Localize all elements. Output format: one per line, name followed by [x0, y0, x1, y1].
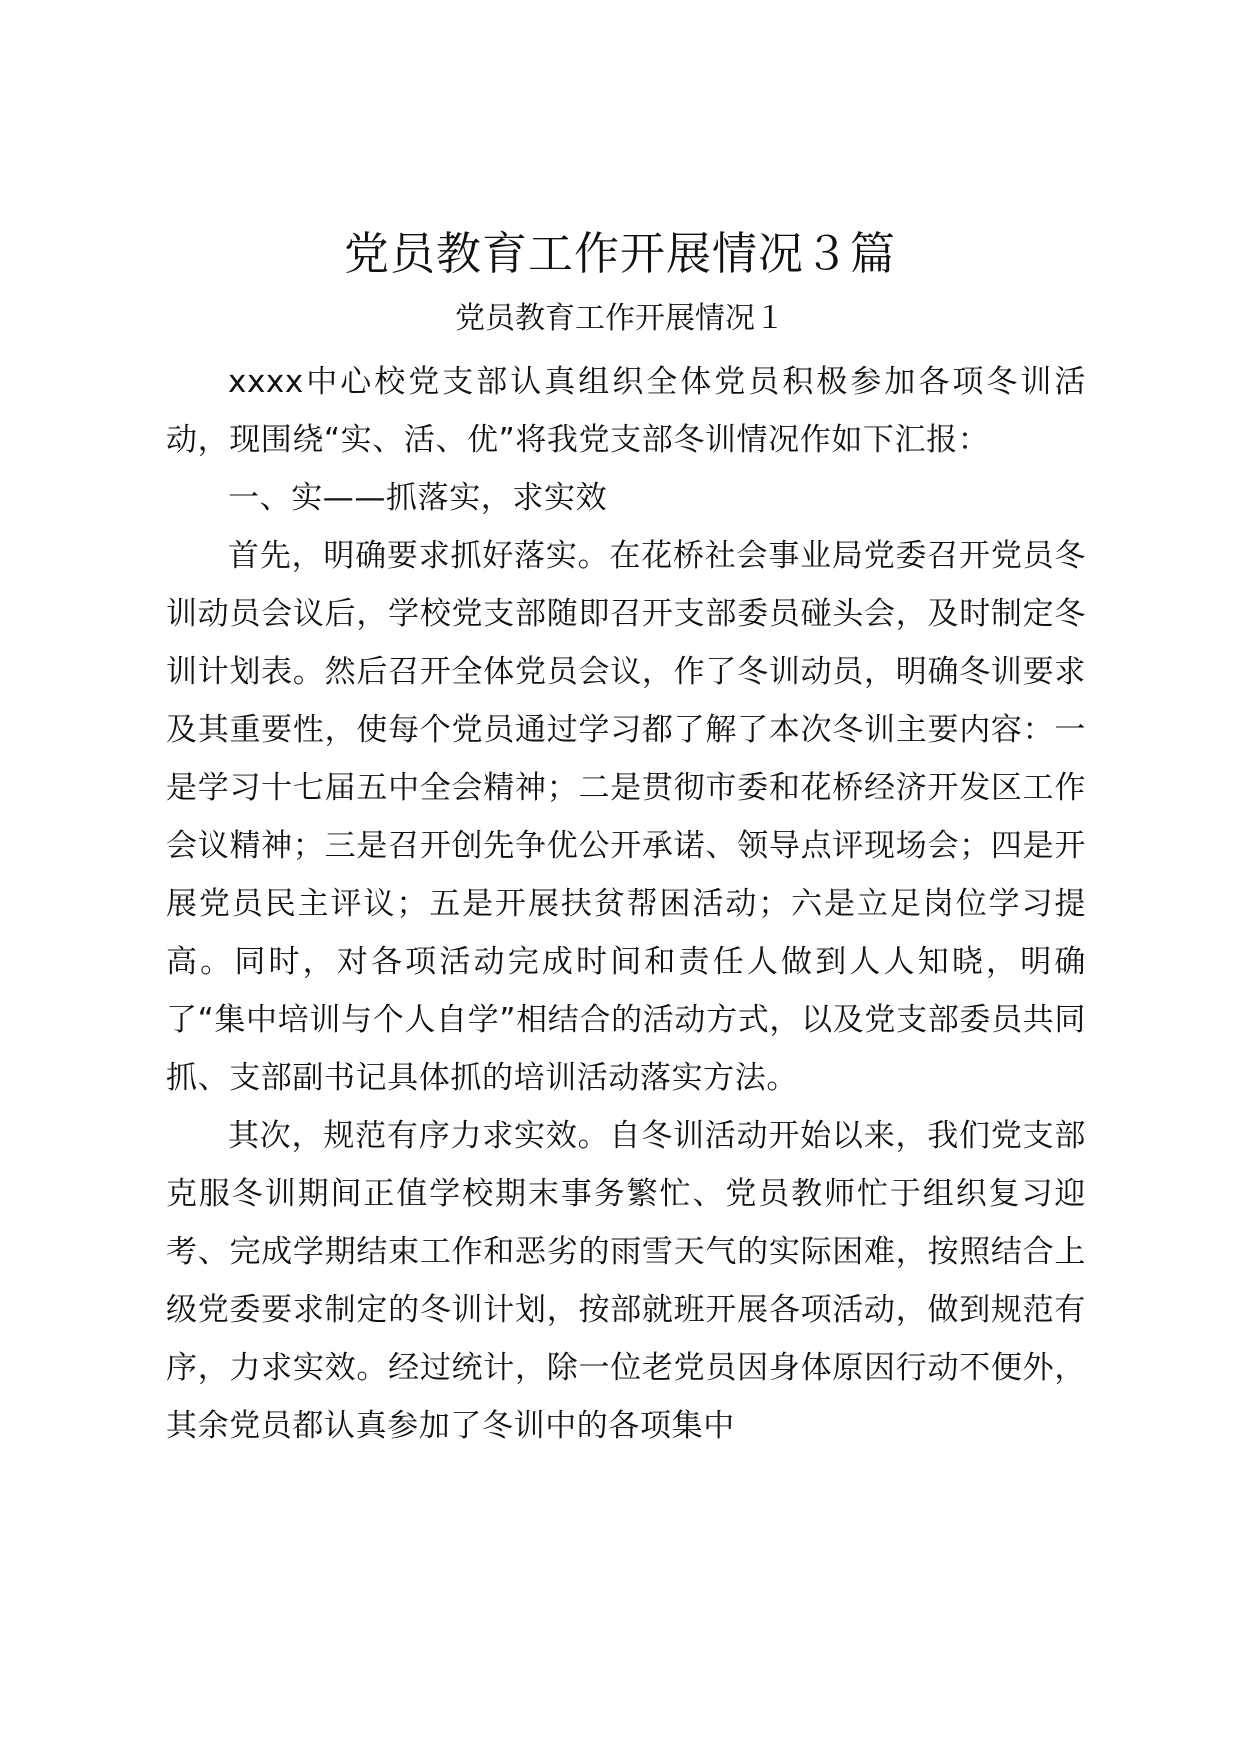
body-paragraph-second: 其次，规范有序力求实效。自冬训活动开始以来，我们党支部克服冬训期间正值学校期末事务繁忙、党员教师忙于组织复习迎考、完成学期结束工作和恶劣的雨雪天气的实际困难，按照结合上级党委要求制定的冬训计划，按部就班开展各项活动，做到规范有序，力求实效。经过统计，除一位老党员因身体原因行动不便外，其余党员都认真参加了冬训中的各项集中	[166, 1118, 1086, 1444]
document-body	[166, 353, 1086, 1455]
body-paragraph-first: 首先，明确要求抓好落实。在花桥社会事业局党委召开党员冬训动员会议后，学校党支部随即召开支部委员碰头会，及时制定冬训计划表。然后召开全体党员会议，作了冬训动员，明确冬训要求及其重要性，使每个党员通过学习都了解了本次冬训主要内容：一是学习十七届五中全会精神；二是贯彻市委和花桥经济开发区工作会议精神；三是召开创先争优公开承诺、领导点评现场会；四是开展党员民主评议；五是开展扶贫帮困活动；六是立足岗位学习提高。同时，对各项活动完成时间和责任人做到人人知晓，明确了“集中培训与个人自学”相结合的活动方式，以及党支部委员共同抓、支部副书记具体抓的培训活动落实方法。	[166, 538, 1086, 1096]
document-title: 党员教育工作开展情况３篇	[343, 227, 896, 280]
document-subtitle: 党员教育工作开展情况１	[455, 301, 785, 336]
section-heading: 一、实——抓落实，求实效	[228, 480, 608, 516]
body-paragraph-intro: xxxx中心校党支部认真组织全体党员积极参加各项冬训活动，现围绕“实、活、优”将我党支部冬训情况作如下汇报：	[166, 364, 1086, 458]
